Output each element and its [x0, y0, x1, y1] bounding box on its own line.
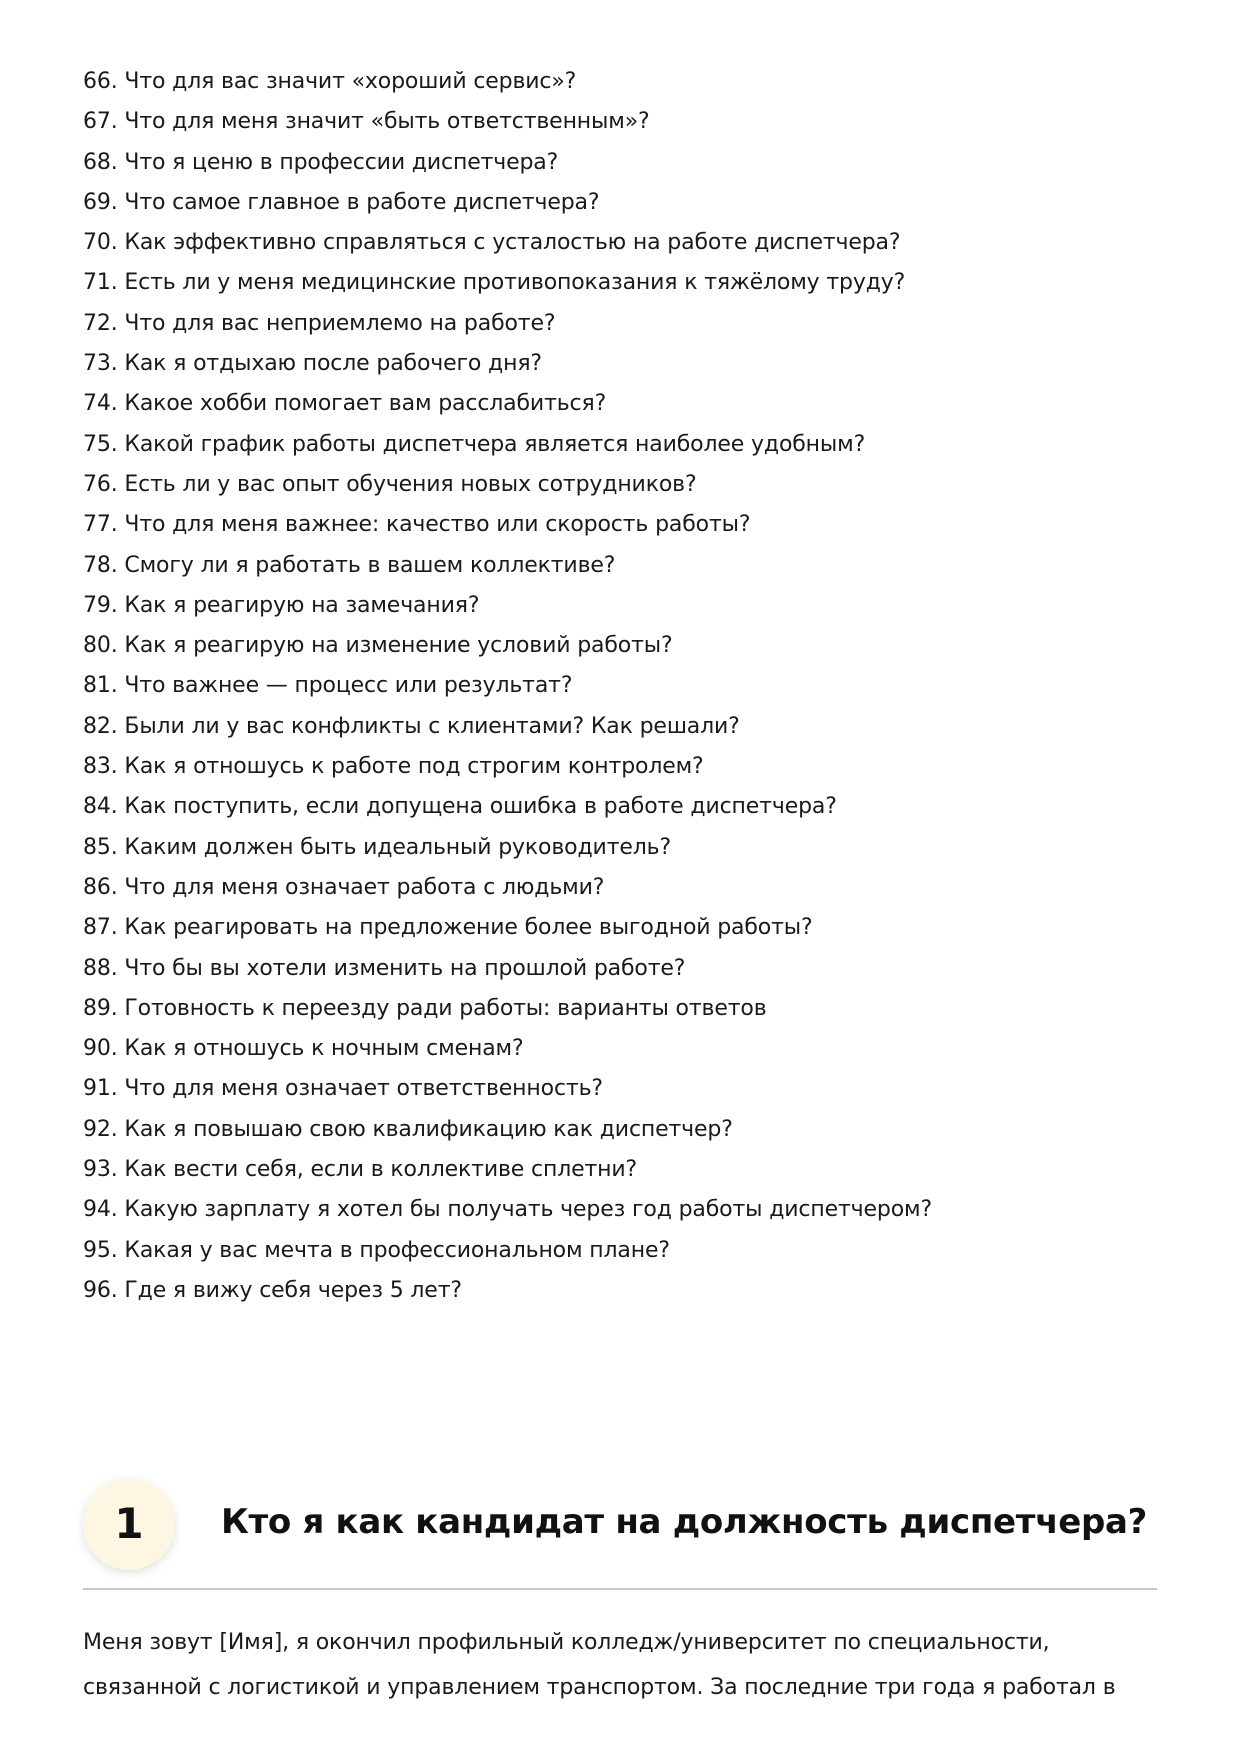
question-item: 84. Как поступить, если допущена ошибка в работе диспетчера?	[83, 794, 837, 820]
question-item: 70. Как эффективно справляться с усталостью на работе диспетчера?	[83, 230, 901, 256]
question-item: 68. Что я ценю в профессии диспетчера?	[83, 149, 559, 175]
question-item: 66. Что для вас значит «хороший сервис»?	[83, 69, 577, 94]
question-item: 93. Как вести себя, если в коллективе сплетни?	[83, 1157, 638, 1183]
question-item: 75. Какой график работы диспетчера является наиболее удобным?	[83, 431, 866, 457]
question-item: 95. Какая у вас мечта в профессиональном плане?	[83, 1237, 670, 1263]
question-list	[83, 62, 1163, 1311]
question-item: 79. Как я реагирую на замечания?	[83, 592, 480, 618]
question-item: 88. Что бы вы хотели изменить на прошлой работе?	[83, 955, 686, 981]
question-item: 90. Как я отношусь к ночным сменам?	[83, 1036, 524, 1062]
question-item: 72. Что для вас неприемлемо на работе?	[83, 310, 556, 336]
question-item: 71. Есть ли у меня медицинские противопоказания к тяжёлому труду?	[83, 270, 906, 296]
question-item: 89. Готовность к переезду ради работы: варианты ответов	[83, 995, 767, 1021]
question-item: 78. Смогу ли я работать в вашем коллективе?	[83, 552, 616, 578]
question-item: 69. Что самое главное в работе диспетчера?	[83, 189, 600, 215]
section-heading	[83, 1478, 1157, 1590]
question-item: 73. Как я отдыхаю после рабочего дня?	[83, 351, 542, 377]
question-item: 76. Есть ли у вас опыт обучения новых сотрудников?	[83, 471, 697, 497]
question-item: 80. Как я реагирую на изменение условий работы?	[83, 633, 673, 659]
question-item: 87. Как реагировать на предложение более выгодной работы?	[83, 915, 813, 941]
section-title: Кто я как кандидат на должность диспетчера?	[221, 1502, 1148, 1542]
question-item: 86. Что для меня означает работа с людьми?	[83, 874, 605, 900]
question-item: 74. Какое хобби помогает вам расслабиться?	[83, 391, 607, 417]
question-item: 94. Какую зарплату я хотел бы получать через год работы диспетчером?	[83, 1197, 932, 1223]
question-item: 96. Где я вижу себя через 5 лет?	[83, 1277, 462, 1303]
question-item: 83. Как я отношусь к работе под строгим контролем?	[83, 754, 704, 780]
body-paragraph: Меня зовут [Имя], я окончил профильный колледж/университет по специальности, связанной с логистикой и управлением транспортом. За последние три года я работал в	[83, 1630, 1116, 1700]
question-item: 67. Что для меня значит «быть ответственным»?	[83, 109, 650, 135]
section-number-badge: 1	[83, 1478, 175, 1570]
question-item: 77. Что для меня важнее: качество или скорость работы?	[83, 512, 751, 538]
question-item: 85. Каким должен быть идеальный руководитель?	[83, 834, 672, 860]
question-item: 92. Как я повышаю свою квалификацию как диспетчер?	[83, 1116, 733, 1142]
question-item: 81. Что важнее — процесс или результат?	[83, 673, 573, 699]
question-item: 91. Что для меня означает ответственность?	[83, 1076, 603, 1102]
question-item: 82. Были ли у вас конфликты с клиентами? Как решали?	[83, 713, 740, 739]
